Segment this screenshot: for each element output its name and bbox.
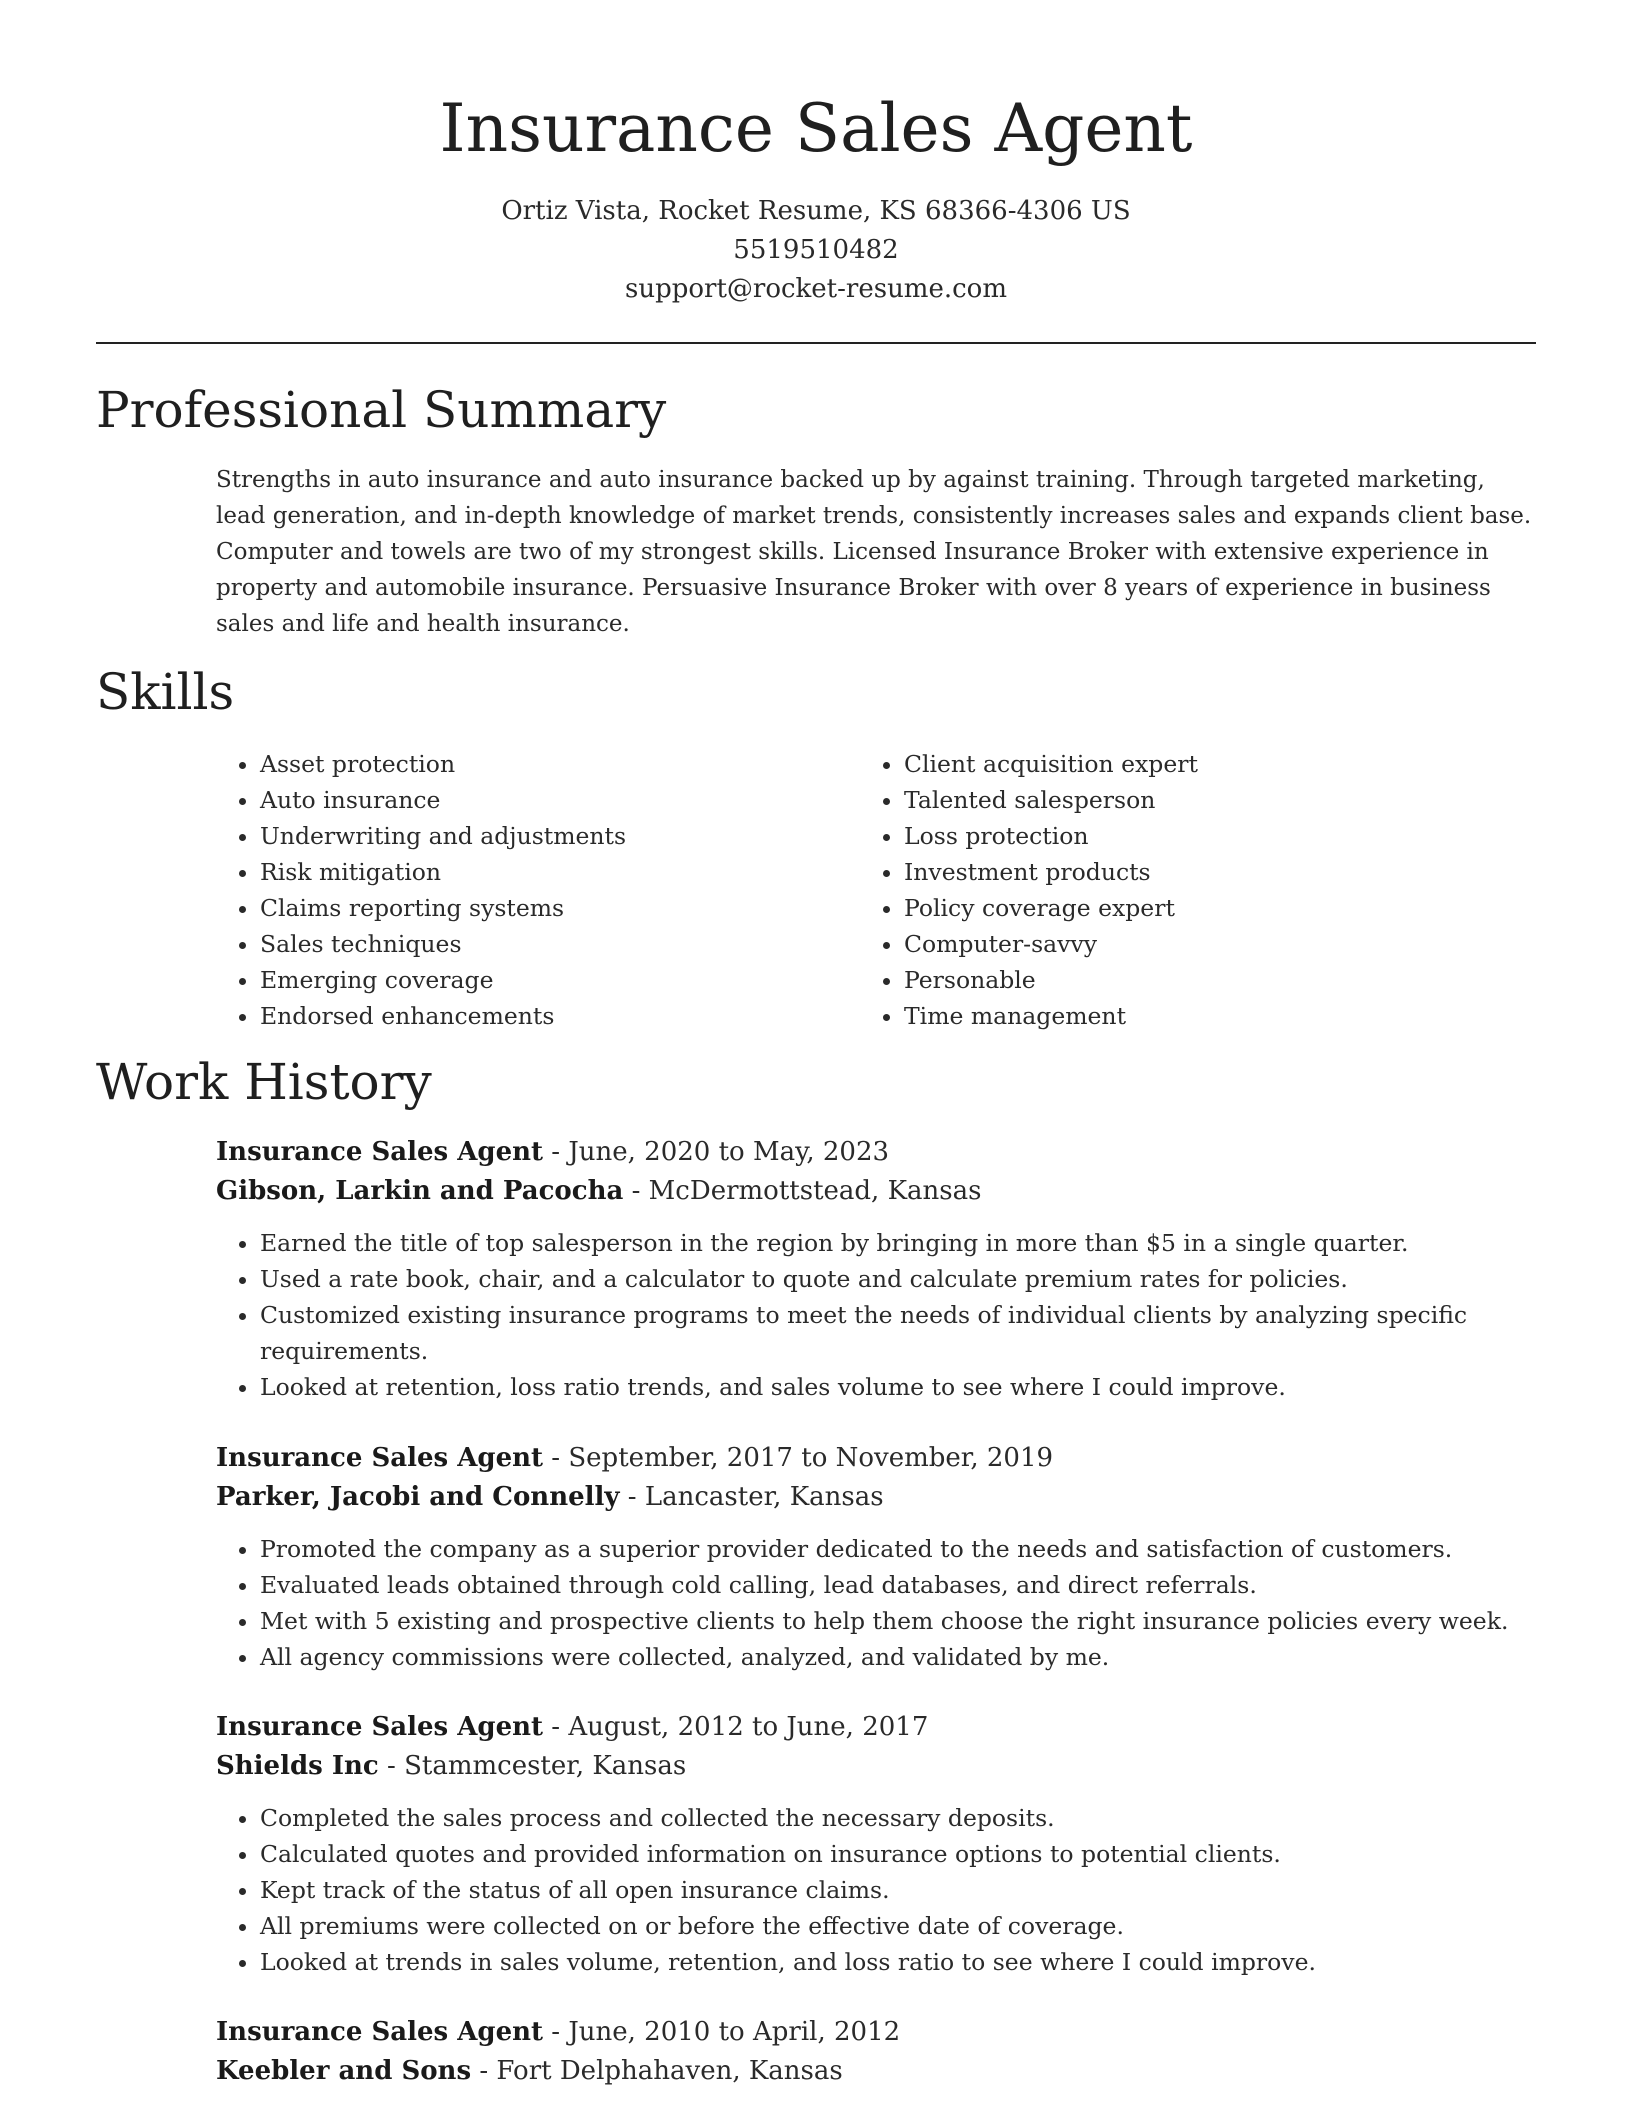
job-bullet: • Met with 5 existing and prospective clients to help them choose the right insurance policies every week. (260, 1603, 1546, 1639)
job-title-line (216, 1708, 1546, 1747)
resume-name: Insurance Sales Agent (439, 90, 1193, 167)
job-title: Insurance Sales Agent (216, 1443, 544, 1473)
job-entry (216, 2013, 1546, 2091)
job-bullet: • Looked at retention, loss ratio trends, and sales volume to see where I could improve. (260, 1369, 1546, 1405)
skill-item: • Sales techniques (260, 926, 626, 962)
job-company: Parker, Jacobi and Connelly (216, 1482, 620, 1512)
job-bullet: • Completed the sales process and collected the necessary deposits. (260, 1800, 1546, 1836)
job-location: - Fort Delphahaven, Kansas (471, 2056, 843, 2086)
section-title-summary: Professional Summary (96, 381, 667, 439)
job-bullet: • All premiums were collected on or before the effective date of coverage. (260, 1908, 1546, 1944)
skill-item: • Computer-savvy (904, 926, 1198, 962)
job-dates: - September, 2017 to November, 2019 (543, 1443, 1054, 1473)
skill-item: • Talented salesperson (904, 782, 1198, 818)
job-bullet: • Calculated quotes and provided information on insurance options to potential clients. (260, 1836, 1546, 1872)
job-bullet: • Promoted the company as a superior provider dedicated to the needs and satisfaction of customers. (260, 1531, 1546, 1567)
job-title-line (216, 1439, 1546, 1478)
job-entry (216, 1708, 1546, 1980)
header-divider (96, 342, 1536, 344)
job-company-line (216, 1478, 1546, 1517)
skills-list-right (860, 746, 1198, 1034)
job-location: - McDermottstead, Kansas (623, 1176, 982, 1206)
skill-item: • Personable (904, 962, 1198, 998)
section-title-work-history: Work History (96, 1053, 432, 1111)
job-entry (216, 1133, 1546, 1405)
skills-list-left (216, 746, 626, 1034)
job-bullet: • Kept track of the status of all open insurance claims. (260, 1872, 1546, 1908)
job-bullet: • Used a rate book, chair, and a calculator to quote and calculate premium rates for policies. (260, 1261, 1546, 1297)
job-company-line (216, 1172, 1546, 1211)
skill-item: • Time management (904, 998, 1198, 1034)
job-bullets (216, 1531, 1546, 1675)
job-company: Shields Inc (216, 1751, 379, 1781)
job-company-line (216, 1747, 1546, 1786)
skill-item: • Emerging coverage (260, 962, 626, 998)
job-title: Insurance Sales Agent (216, 2017, 544, 2047)
job-title-line (216, 1133, 1546, 1172)
skill-item: • Underwriting and adjustments (260, 818, 626, 854)
contact-phone: 5519510482 (733, 235, 899, 265)
contact-email: support@rocket-resume.com (624, 274, 1007, 304)
skill-item: • Asset protection (260, 746, 626, 782)
job-bullet: • All agency commissions were collected, analyzed, and validated by me. (260, 1639, 1546, 1675)
skill-item: • Auto insurance (260, 782, 626, 818)
skill-item: • Policy coverage expert (904, 890, 1198, 926)
job-company: Gibson, Larkin and Pacocha (216, 1176, 624, 1206)
job-title-line (216, 2013, 1546, 2052)
job-entry (216, 1439, 1546, 1675)
skill-item: • Client acquisition expert (904, 746, 1198, 782)
job-bullets (216, 1225, 1546, 1405)
job-company-line (216, 2052, 1546, 2091)
contact-block (0, 192, 1632, 309)
job-location: - Stammcester, Kansas (378, 1751, 687, 1781)
job-bullets (216, 1800, 1546, 1980)
job-dates: - June, 2010 to April, 2012 (543, 2017, 901, 2047)
job-company: Keebler and Sons (216, 2056, 472, 2086)
skill-item: • Loss protection (904, 818, 1198, 854)
job-dates: - June, 2020 to May, 2023 (543, 1137, 890, 1167)
job-bullet: • Looked at trends in sales volume, retention, and loss ratio to see where I could improve. (260, 1944, 1546, 1980)
skill-item: • Claims reporting systems (260, 890, 626, 926)
job-title: Insurance Sales Agent (216, 1712, 544, 1742)
skill-item: • Endorsed enhancements (260, 998, 626, 1034)
section-title-skills: Skills (96, 663, 235, 721)
skill-item: • Investment products (904, 854, 1198, 890)
summary-text: Strengths in auto insurance and auto insurance backed up by against training. Through targeted marketing, lead generation, and in-depth knowledge of market trends, consistently increases sales and expands client base. Computer and towels are two of my strongest skills. Licensed Insurance Broker with extensive experience in property and automobile insurance. Persuasive Insurance Broker with over 8 years of experience in business sales and life and health insurance. (216, 467, 1532, 637)
skill-item: • Risk mitigation (260, 854, 626, 890)
job-bullet: • Customized existing insurance programs to meet the needs of individual clients by analyzing specific requirements. (260, 1297, 1546, 1369)
job-bullet: • Earned the title of top salesperson in the region by bringing in more than $5 in a single quarter. (260, 1225, 1546, 1261)
job-dates: - August, 2012 to June, 2017 (543, 1712, 929, 1742)
job-bullet: • Evaluated leads obtained through cold calling, lead databases, and direct referrals. (260, 1567, 1546, 1603)
job-location: - Lancaster, Kansas (619, 1482, 884, 1512)
contact-address: Ortiz Vista, Rocket Resume, KS 68366-4306 US (501, 196, 1131, 226)
job-title: Insurance Sales Agent (216, 1137, 544, 1167)
